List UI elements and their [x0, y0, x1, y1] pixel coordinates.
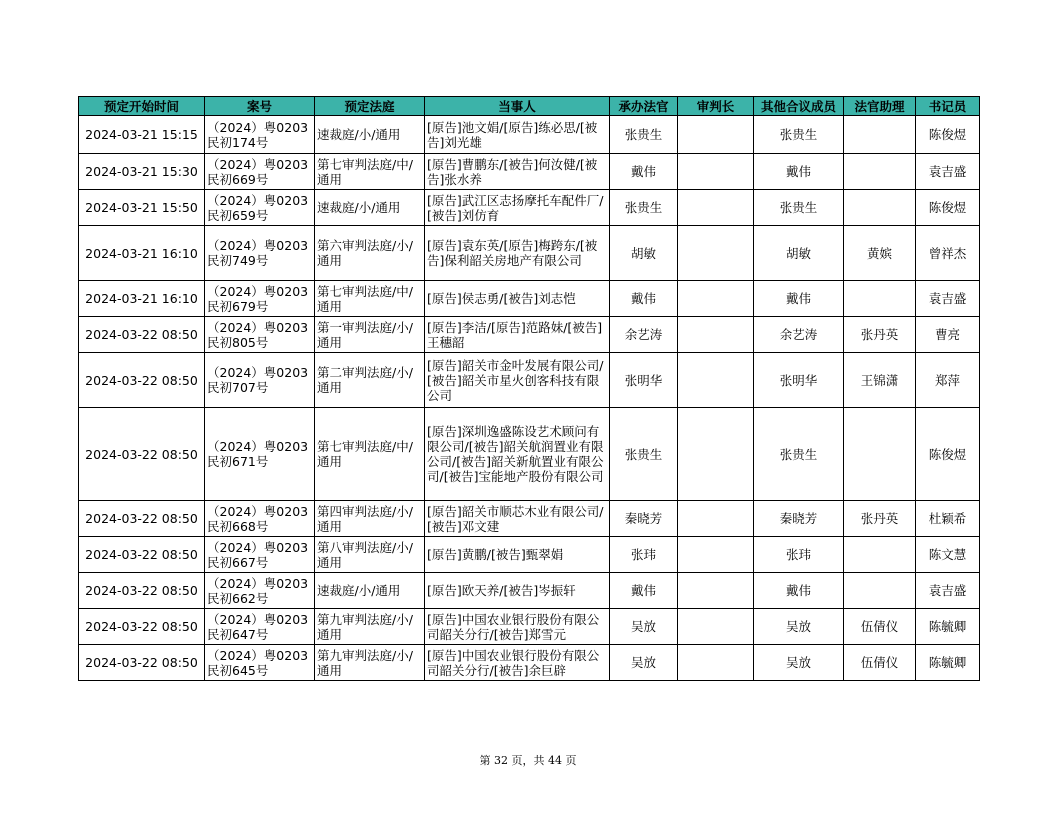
cell-parties: [原告]韶关市顺芯木业有限公司/[被告]邓文建: [425, 501, 610, 537]
cell-clerk: 陈文慧: [916, 537, 980, 573]
header-case-number: 案号: [205, 97, 315, 116]
cell-case-number: （2024）粤0203民初707号: [205, 353, 315, 408]
cell-presiding-judge: [678, 116, 754, 154]
cell-clerk: 袁吉盛: [916, 154, 980, 190]
cell-clerk: 陈俊煜: [916, 190, 980, 226]
cell-assistant: [844, 408, 916, 501]
cell-clerk: 袁吉盛: [916, 573, 980, 609]
cell-parties: [原告]欧天养/[被告]岑振轩: [425, 573, 610, 609]
cell-other-members: 张贵生: [754, 190, 844, 226]
cell-case-number: （2024）粤0203民初667号: [205, 537, 315, 573]
cell-clerk: 陈俊煜: [916, 116, 980, 154]
cell-other-members: 戴伟: [754, 573, 844, 609]
cell-case-number: （2024）粤0203民初645号: [205, 645, 315, 681]
cell-parties: [原告]曹鹏东/[被告]何汝健/[被告]张水养: [425, 154, 610, 190]
cell-presiding-judge: [678, 573, 754, 609]
table-row: [79, 226, 980, 281]
cell-clerk: 袁吉盛: [916, 281, 980, 317]
cell-other-members: 张贵生: [754, 408, 844, 501]
cell-court: 第七审判法庭/中/通用: [315, 408, 425, 501]
cell-judge: 余艺涛: [610, 317, 678, 353]
cell-other-members: 吴放: [754, 609, 844, 645]
cell-judge: 张明华: [610, 353, 678, 408]
cell-assistant: 张丹英: [844, 501, 916, 537]
cell-case-number: （2024）粤0203民初668号: [205, 501, 315, 537]
cell-presiding-judge: [678, 501, 754, 537]
cell-assistant: [844, 116, 916, 154]
hearing-schedule-table: [78, 96, 980, 681]
cell-judge: 戴伟: [610, 154, 678, 190]
cell-court: 速裁庭/小/通用: [315, 573, 425, 609]
cell-judge: 戴伟: [610, 573, 678, 609]
cell-judge: 张贵生: [610, 408, 678, 501]
cell-assistant: [844, 537, 916, 573]
header-presiding-judge: 审判长: [678, 97, 754, 116]
cell-parties: [原告]中国农业银行股份有限公司韶关分行/[被告]郑雪元: [425, 609, 610, 645]
cell-parties: [原告]深圳逸盛陈设艺术顾问有限公司/[被告]韶关航润置业有限公司/[被告]韶关新航置业有限公司/[被告]宝能地产股份有限公司: [425, 408, 610, 501]
cell-case-number: （2024）粤0203民初805号: [205, 317, 315, 353]
cell-presiding-judge: [678, 408, 754, 501]
table-row: [79, 408, 980, 501]
cell-start-time: 2024-03-22 08:50: [79, 645, 205, 681]
cell-court: 第八审判法庭/小/通用: [315, 537, 425, 573]
cell-start-time: 2024-03-22 08:50: [79, 353, 205, 408]
cell-court: 第二审判法庭/小/通用: [315, 353, 425, 408]
cell-judge: 吴放: [610, 645, 678, 681]
cell-court: 速裁庭/小/通用: [315, 190, 425, 226]
cell-assistant: [844, 190, 916, 226]
cell-parties: [原告]池文娟/[原告]练必思/[被告]刘光雄: [425, 116, 610, 154]
cell-start-time: 2024-03-22 08:50: [79, 501, 205, 537]
table-row: [79, 645, 980, 681]
cell-court: 第四审判法庭/小/通用: [315, 501, 425, 537]
cell-start-time: 2024-03-21 16:10: [79, 226, 205, 281]
table-row: [79, 281, 980, 317]
cell-case-number: （2024）粤0203民初662号: [205, 573, 315, 609]
cell-presiding-judge: [678, 353, 754, 408]
cell-assistant: 伍倩仪: [844, 609, 916, 645]
cell-clerk: 杜颖希: [916, 501, 980, 537]
cell-case-number: （2024）粤0203民初669号: [205, 154, 315, 190]
header-clerk: 书记员: [916, 97, 980, 116]
cell-parties: [原告]武江区志扬摩托车配件厂/[被告]刘仿育: [425, 190, 610, 226]
cell-court: 速裁庭/小/通用: [315, 116, 425, 154]
cell-start-time: 2024-03-22 08:50: [79, 537, 205, 573]
cell-other-members: 余艺涛: [754, 317, 844, 353]
page-footer: 第 32 页，共 44 页: [479, 754, 577, 767]
header-court: 预定法庭: [315, 97, 425, 116]
cell-clerk: 陈毓卿: [916, 645, 980, 681]
cell-clerk: 陈俊煜: [916, 408, 980, 501]
header-judge: 承办法官: [610, 97, 678, 116]
cell-court: 第七审判法庭/中/通用: [315, 281, 425, 317]
cell-judge: 吴放: [610, 609, 678, 645]
cell-start-time: 2024-03-21 15:50: [79, 190, 205, 226]
table-row: [79, 116, 980, 154]
cell-parties: [原告]黄鹏/[被告]甄翠娟: [425, 537, 610, 573]
cell-start-time: 2024-03-22 08:50: [79, 573, 205, 609]
cell-court: 第一审判法庭/小/通用: [315, 317, 425, 353]
cell-assistant: 张丹英: [844, 317, 916, 353]
cell-other-members: 胡敏: [754, 226, 844, 281]
cell-presiding-judge: [678, 609, 754, 645]
cell-other-members: 秦晓芳: [754, 501, 844, 537]
cell-case-number: （2024）粤0203民初174号: [205, 116, 315, 154]
table-body: [79, 116, 980, 681]
cell-presiding-judge: [678, 537, 754, 573]
cell-other-members: 张玮: [754, 537, 844, 573]
cell-other-members: 张明华: [754, 353, 844, 408]
cell-judge: 张玮: [610, 537, 678, 573]
cell-clerk: 陈毓卿: [916, 609, 980, 645]
table-row: [79, 317, 980, 353]
header-assistant: 法官助理: [844, 97, 916, 116]
table-header-row: [79, 97, 980, 116]
cell-start-time: 2024-03-22 08:50: [79, 317, 205, 353]
cell-assistant: 王锦潇: [844, 353, 916, 408]
cell-other-members: 吴放: [754, 645, 844, 681]
cell-start-time: 2024-03-21 15:30: [79, 154, 205, 190]
cell-clerk: 曹亮: [916, 317, 980, 353]
table-row: [79, 154, 980, 190]
header-start-time: 预定开始时间: [79, 97, 205, 116]
cell-start-time: 2024-03-21 16:10: [79, 281, 205, 317]
cell-judge: 张贵生: [610, 116, 678, 154]
cell-parties: [原告]韶关市金叶发展有限公司/[被告]韶关市星火创客科技有限公司: [425, 353, 610, 408]
cell-court: 第九审判法庭/小/通用: [315, 645, 425, 681]
cell-case-number: （2024）粤0203民初749号: [205, 226, 315, 281]
cell-presiding-judge: [678, 154, 754, 190]
table-row: [79, 190, 980, 226]
cell-judge: 张贵生: [610, 190, 678, 226]
cell-case-number: （2024）粤0203民初647号: [205, 609, 315, 645]
cell-assistant: [844, 154, 916, 190]
table-row: [79, 537, 980, 573]
cell-judge: 胡敏: [610, 226, 678, 281]
cell-start-time: 2024-03-22 08:50: [79, 609, 205, 645]
cell-parties: [原告]侯志勇/[被告]刘志恺: [425, 281, 610, 317]
cell-judge: 秦晓芳: [610, 501, 678, 537]
cell-parties: [原告]李洁/[原告]范路妹/[被告]王穗韶: [425, 317, 610, 353]
cell-presiding-judge: [678, 190, 754, 226]
header-parties: 当事人: [425, 97, 610, 116]
table-row: [79, 573, 980, 609]
cell-court: 第九审判法庭/小/通用: [315, 609, 425, 645]
cell-court: 第七审判法庭/中/通用: [315, 154, 425, 190]
cell-presiding-judge: [678, 317, 754, 353]
cell-case-number: （2024）粤0203民初659号: [205, 190, 315, 226]
header-other-members: 其他合议成员: [754, 97, 844, 116]
cell-start-time: 2024-03-21 15:15: [79, 116, 205, 154]
cell-judge: 戴伟: [610, 281, 678, 317]
cell-clerk: 郑萍: [916, 353, 980, 408]
cell-case-number: （2024）粤0203民初679号: [205, 281, 315, 317]
cell-assistant: [844, 573, 916, 609]
cell-parties: [原告]袁东英/[原告]梅跨东/[被告]保利韶关房地产有限公司: [425, 226, 610, 281]
cell-assistant: [844, 281, 916, 317]
cell-parties: [原告]中国农业银行股份有限公司韶关分行/[被告]余巨辟: [425, 645, 610, 681]
cell-presiding-judge: [678, 226, 754, 281]
cell-other-members: 戴伟: [754, 281, 844, 317]
table-row: [79, 353, 980, 408]
cell-assistant: 伍倩仪: [844, 645, 916, 681]
cell-assistant: 黄嫔: [844, 226, 916, 281]
cell-presiding-judge: [678, 281, 754, 317]
cell-clerk: 曾祥杰: [916, 226, 980, 281]
cell-start-time: 2024-03-22 08:50: [79, 408, 205, 501]
cell-other-members: 戴伟: [754, 154, 844, 190]
table-row: [79, 609, 980, 645]
cell-case-number: （2024）粤0203民初671号: [205, 408, 315, 501]
cell-other-members: 张贵生: [754, 116, 844, 154]
cell-court: 第六审判法庭/小/通用: [315, 226, 425, 281]
table-row: [79, 501, 980, 537]
cell-presiding-judge: [678, 645, 754, 681]
